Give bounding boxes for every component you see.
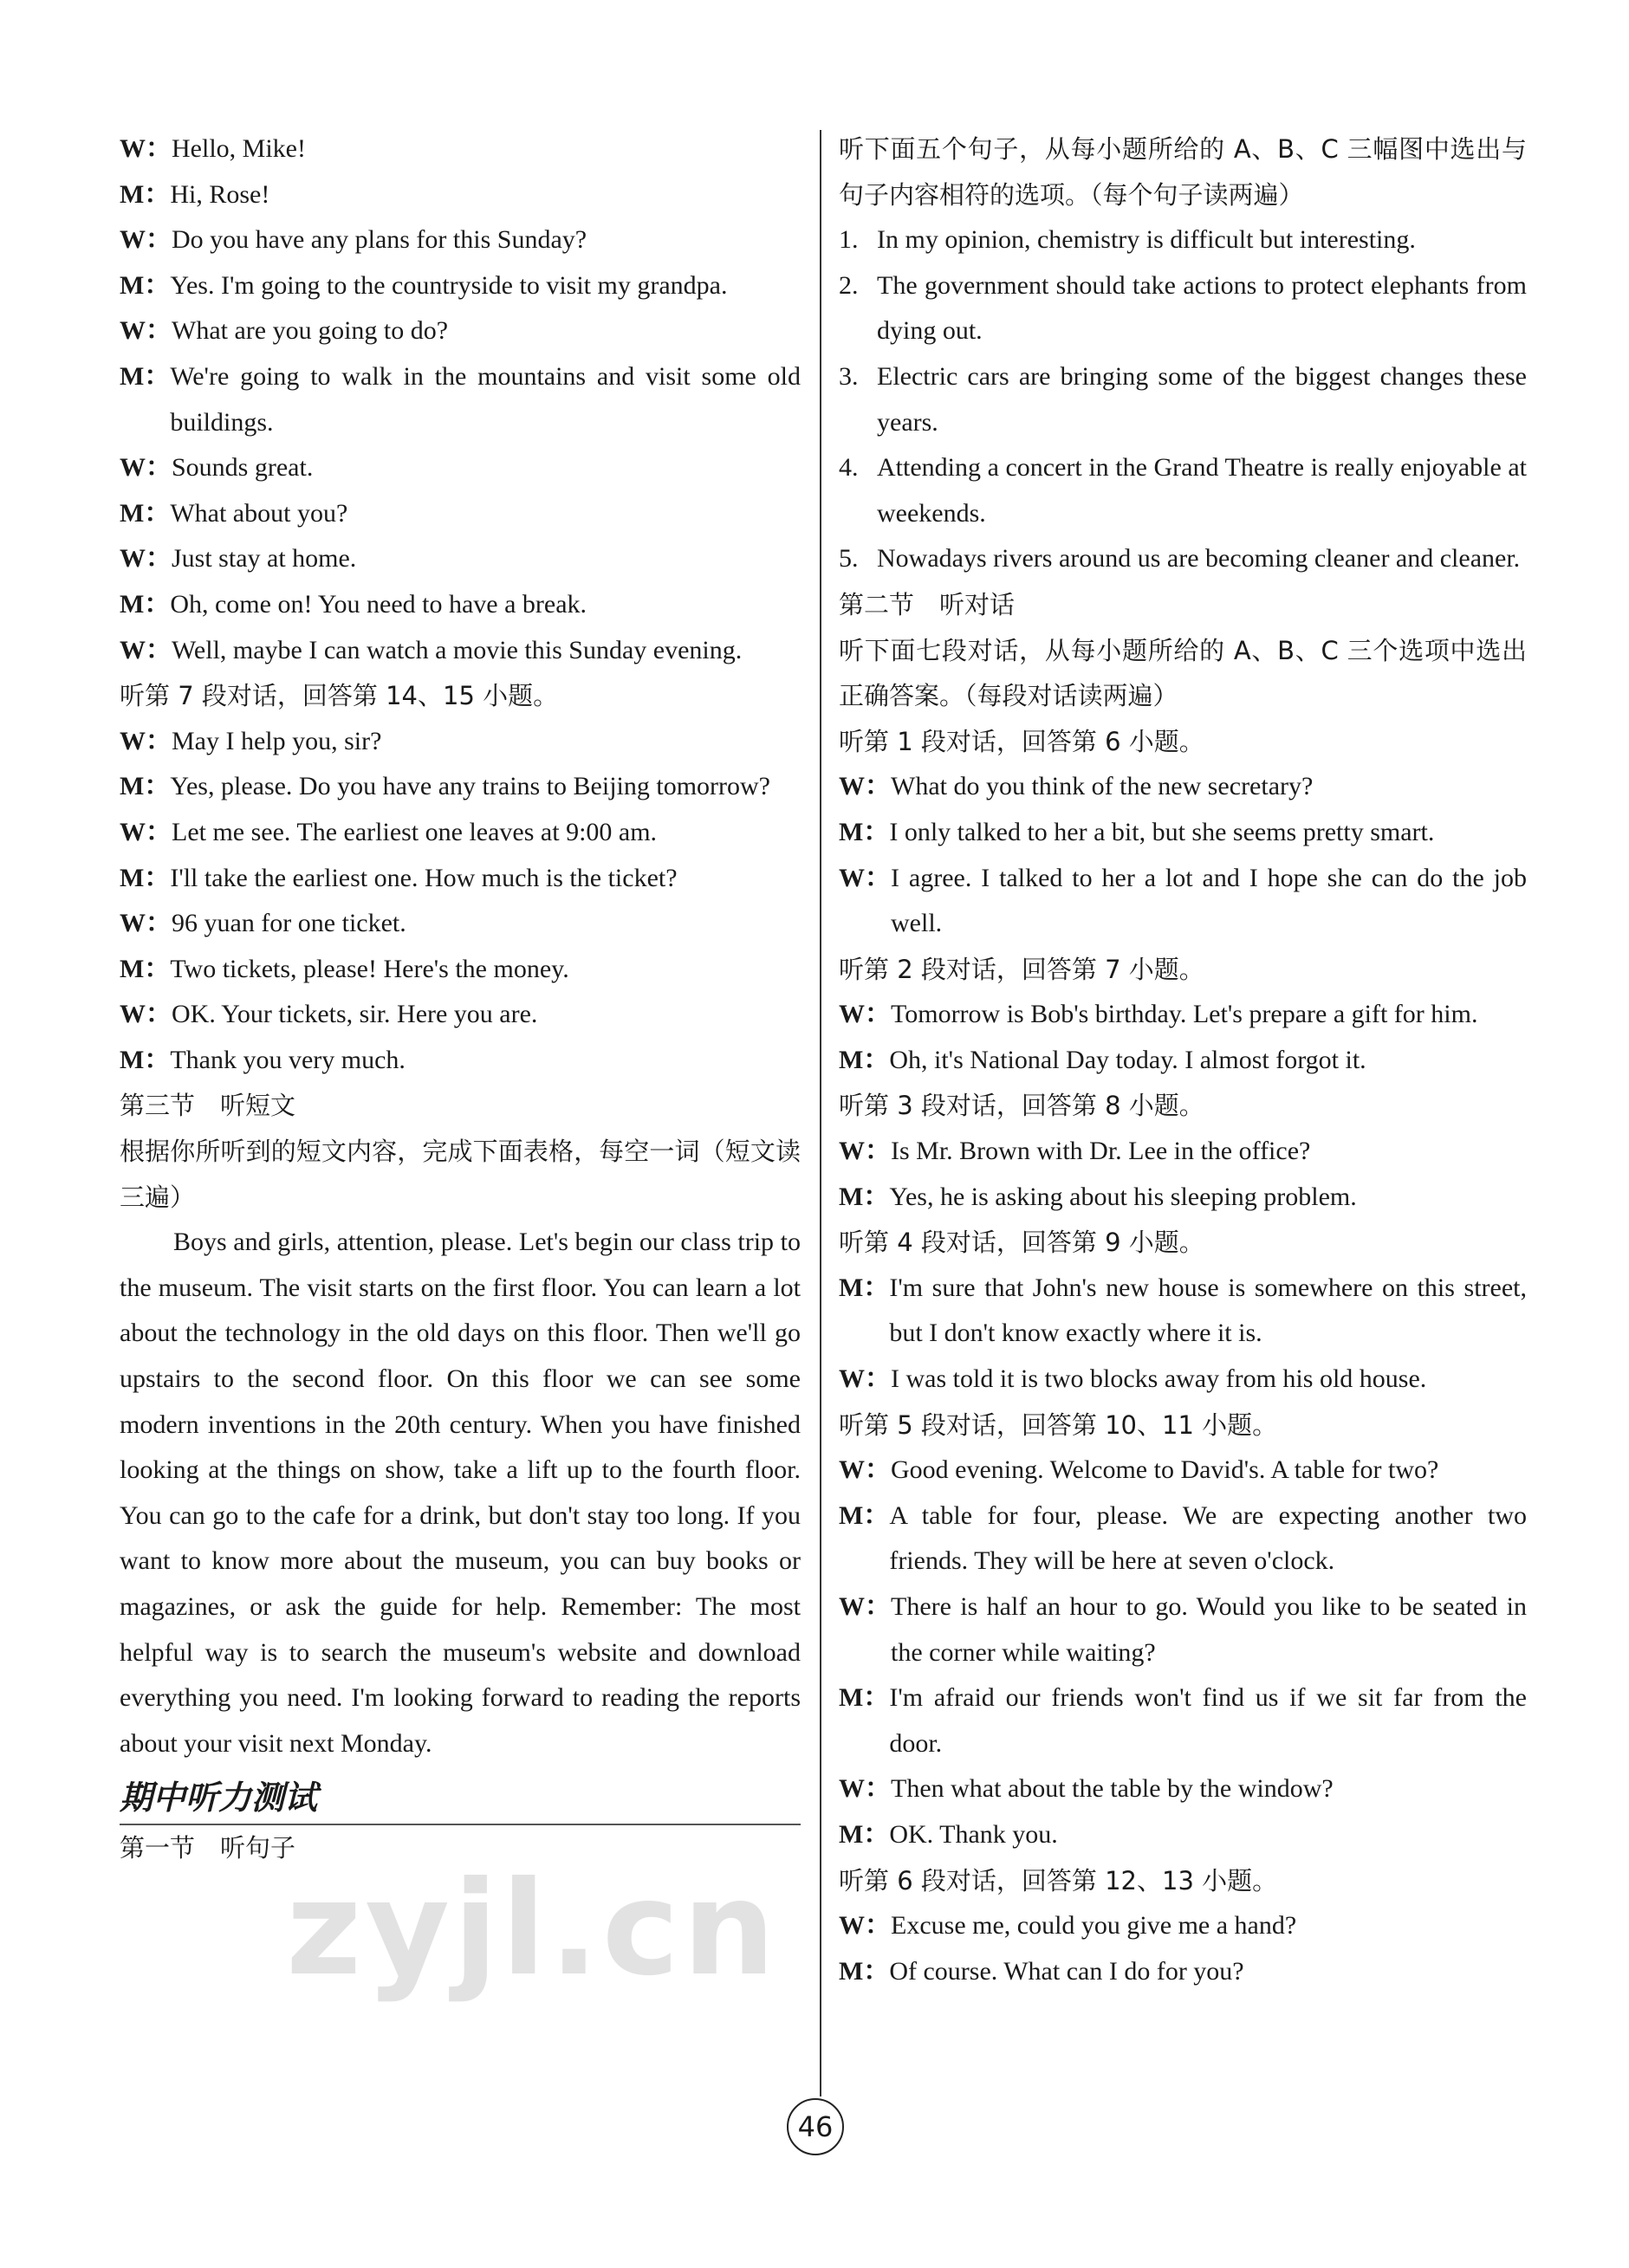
speaker-label: W： xyxy=(120,635,172,664)
dialogue-line xyxy=(120,445,801,491)
speaker-label: M： xyxy=(839,1045,890,1074)
dialogue-text: OK. Your tickets, sir. Here you are. xyxy=(172,1000,538,1029)
speaker-label: W： xyxy=(120,726,172,755)
dialogue-text: OK. Thank you. xyxy=(889,1819,1058,1849)
dialogue-line xyxy=(120,810,801,856)
sentence-number: 5. xyxy=(839,544,859,573)
dialogue-text: Yes, he is asking about his sleeping problem. xyxy=(889,1182,1357,1211)
sentence-text: Electric cars are bringing some of the biggest changes these years. xyxy=(877,361,1527,437)
sentence-item xyxy=(839,217,1527,263)
dialogue-line xyxy=(120,536,801,582)
speaker-label: M： xyxy=(120,498,171,528)
dialogue-4-heading: 听第 4 段对话，回答第 9 小题。 xyxy=(839,1228,1204,1258)
dialogue-line xyxy=(120,901,801,947)
dialogue-line xyxy=(839,1357,1527,1403)
dialogue-text: Thank you very much. xyxy=(170,1045,406,1074)
dialogue-text: Two tickets, please! Here's the money. xyxy=(170,954,569,983)
dialogue-text: 96 yuan for one ticket. xyxy=(172,909,406,938)
dialogue-line xyxy=(120,126,801,172)
dialogue-line xyxy=(120,628,801,674)
speaker-label: W： xyxy=(839,1364,891,1394)
speaker-label: W： xyxy=(839,1000,891,1029)
dialogue-text: Do you have any plans for this Sunday? xyxy=(172,225,587,255)
speaker-label: M： xyxy=(120,270,171,300)
sentence-number: 1. xyxy=(839,225,859,255)
speaker-label: M： xyxy=(839,1819,890,1849)
dialogue-line xyxy=(839,856,1527,947)
dialogue-text: There is half an hour to go. Would you like to be seated in the corner while waiting? xyxy=(891,1592,1527,1667)
dialogue-5-heading: 听第 5 段对话，回答第 10、11 小题。 xyxy=(839,1409,1278,1440)
dialogue-line xyxy=(120,172,801,218)
dialogue-line xyxy=(839,1448,1527,1494)
dialogue-text: May I help you, sir? xyxy=(172,726,382,755)
sentence-number: 4. xyxy=(839,453,859,483)
dialogue-line xyxy=(120,217,801,263)
dialogue-line xyxy=(120,582,801,628)
dialogue-block-r1 xyxy=(839,764,1527,946)
dialogue-text: Just stay at home. xyxy=(172,544,357,573)
dialogue-text: I was told it is two blocks away from his old house. xyxy=(891,1364,1427,1394)
left-column xyxy=(120,126,801,1871)
dialogue-text: A table for four, please. We are expecting another two friends. They will be here at seven o'clock. xyxy=(889,1500,1527,1576)
speaker-label: M： xyxy=(120,772,171,801)
speaker-label: M： xyxy=(120,589,171,619)
section-1-title: 第一节 听句子 xyxy=(120,1833,296,1863)
dialogue-line xyxy=(120,764,801,810)
dialogue-line xyxy=(839,1949,1527,1995)
speaker-label: W： xyxy=(120,453,172,483)
dialogue-block-1 xyxy=(120,126,801,673)
dialogue-line xyxy=(839,1266,1527,1357)
speaker-label: W： xyxy=(839,1137,891,1166)
sentence-instruction: 听下面五个句子，从每小题所给的 A、B、C 三幅图中选出与句子内容相符的选项。（每个句子读两遍） xyxy=(839,134,1527,210)
speaker-label: W： xyxy=(839,863,891,892)
midterm-test-title: 期中听力测试 xyxy=(120,1773,801,1825)
dialogue-text: Yes, please. Do you have any trains to Beijing tomorrow? xyxy=(170,772,770,801)
listening-passage: Boys and girls, attention, please. Let's begin our class trip to the museum. The visit starts on the first floor. You can learn a lot about the technology in the old days on this floor. Then we'll go upstairs to the second floor. On this floor we can see some modern inventions in the 20th century. When you have finished looking at the things on show, take a lift up to the fourth floor. You can go to the cafe for a drink, but don't stay too long. If you want to know more about the museum, you can buy books or magazines, or ask the guide for help. Remember: The most helpful way is to search the museum's website and download everything you need. I'm looking forward to reading the reports about your visit next Monday. xyxy=(120,1228,801,1758)
dialogue-text: Hi, Rose! xyxy=(170,179,270,209)
dialogue-text: I only talked to her a bit, but she seems pretty smart. xyxy=(889,817,1435,846)
dialogue-text: Oh, it's National Day today. I almost forgot it. xyxy=(889,1045,1366,1074)
sentence-number: 3. xyxy=(839,361,859,391)
dialogue-7-heading: 听第 7 段对话，回答第 14、15 小题。 xyxy=(120,681,559,711)
speaker-label: M： xyxy=(120,179,171,209)
page-number: 46 xyxy=(787,2098,844,2155)
dialogue-line xyxy=(839,1494,1527,1584)
dialogue-text: Let me see. The earliest one leaves at 9:00 am. xyxy=(172,817,658,846)
sentence-text: Attending a concert in the Grand Theatre is really enjoyable at weekends. xyxy=(877,453,1527,528)
dialogue-text: Good evening. Welcome to David's. A table for two? xyxy=(891,1455,1439,1485)
dialogue-text: Excuse me, could you give me a hand? xyxy=(891,1911,1297,1941)
sentence-item xyxy=(839,263,1527,354)
dialogue-line xyxy=(120,719,801,765)
speaker-label: M： xyxy=(839,1956,890,1986)
speaker-label: W： xyxy=(120,817,172,846)
dialogue-instruction: 听下面七段对话，从每小题所给的 A、B、C 三个选项中选出正确答案。（每段对话读两遍） xyxy=(839,635,1527,711)
dialogue-line xyxy=(839,992,1527,1038)
speaker-label: M： xyxy=(839,817,890,846)
speaker-label: M： xyxy=(839,1683,890,1713)
speaker-label: M： xyxy=(120,954,171,983)
speaker-label: M： xyxy=(120,361,171,391)
speaker-label: W： xyxy=(120,1000,172,1029)
dialogue-line xyxy=(120,992,801,1038)
right-column xyxy=(839,126,1527,1994)
dialogue-line xyxy=(120,947,801,993)
speaker-label: M： xyxy=(839,1500,890,1530)
dialogue-line xyxy=(120,491,801,537)
dialogue-text: Tomorrow is Bob's birthday. Let's prepare a gift for him. xyxy=(891,1000,1478,1029)
speaker-label: W： xyxy=(120,909,172,938)
sentence-number: 2. xyxy=(839,270,859,300)
dialogue-text: What do you think of the new secretary? xyxy=(891,772,1314,801)
speaker-label: W： xyxy=(120,134,172,163)
column-divider xyxy=(820,130,821,2096)
dialogue-line xyxy=(839,1903,1527,1949)
speaker-label: M： xyxy=(120,1045,171,1074)
sentence-item xyxy=(839,536,1527,582)
dialogue-2-heading: 听第 2 段对话，回答第 7 小题。 xyxy=(839,954,1204,984)
dialogue-line xyxy=(839,764,1527,810)
dialogue-text: Is Mr. Brown with Dr. Lee in the office? xyxy=(891,1137,1311,1166)
dialogue-block-r3 xyxy=(839,1129,1527,1220)
dialogue-text: Of course. What can I do for you? xyxy=(889,1956,1244,1986)
dialogue-block-7 xyxy=(120,719,801,1084)
speaker-label: W： xyxy=(839,1592,891,1621)
sentence-text: The government should take actions to protect elephants from dying out. xyxy=(877,270,1527,346)
dialogue-text: Then what about the table by the window? xyxy=(891,1774,1334,1804)
dialogue-text: What are you going to do? xyxy=(172,316,449,346)
dialogue-text: What about you? xyxy=(170,498,348,528)
dialogue-line xyxy=(839,1584,1527,1675)
dialogue-text: Oh, come on! You need to have a break. xyxy=(170,589,587,619)
dialogue-text: Yes. I'm going to the countryside to visit my grandpa. xyxy=(170,270,728,300)
dialogue-text: I agree. I talked to her a lot and I hope she can do the job well. xyxy=(891,863,1527,938)
dialogue-block-r5 xyxy=(839,1448,1527,1857)
speaker-label: W： xyxy=(839,772,891,801)
watermark: zyjl.cn xyxy=(286,1854,779,2005)
dialogue-line xyxy=(120,308,801,354)
dialogue-line xyxy=(839,1129,1527,1175)
dialogue-text: Sounds great. xyxy=(172,453,314,483)
dialogue-text: Hello, Mike! xyxy=(172,134,306,163)
dialogue-6-heading: 听第 6 段对话，回答第 12、13 小题。 xyxy=(839,1865,1278,1895)
dialogue-line xyxy=(120,354,801,445)
dialogue-3-heading: 听第 3 段对话，回答第 8 小题。 xyxy=(839,1091,1204,1121)
section-3-title: 第三节 听短文 xyxy=(120,1091,296,1121)
speaker-label: M： xyxy=(839,1182,890,1211)
dialogue-block-r2 xyxy=(839,992,1527,1083)
dialogue-line xyxy=(839,810,1527,856)
dialogue-line xyxy=(120,1038,801,1084)
dialogue-block-r6 xyxy=(839,1903,1527,1994)
speaker-label: M： xyxy=(120,863,171,892)
speaker-label: M： xyxy=(839,1273,890,1302)
section-3-instruction: 根据你所听到的短文内容，完成下面表格，每空一词（短文读三遍） xyxy=(120,1137,801,1212)
sentence-list xyxy=(839,217,1527,582)
dialogue-text: Well, maybe I can watch a movie this Sunday evening. xyxy=(172,635,743,664)
speaker-label: W： xyxy=(120,225,172,255)
speaker-label: W： xyxy=(120,316,172,346)
speaker-label: W： xyxy=(839,1774,891,1804)
dialogue-text: I'm sure that John's new house is somewhere on this street, but I don't know exactly where it is. xyxy=(889,1273,1527,1348)
dialogue-line xyxy=(839,1766,1527,1812)
dialogue-line xyxy=(839,1675,1527,1766)
speaker-label: W： xyxy=(839,1911,891,1941)
sentence-item xyxy=(839,445,1527,536)
dialogue-block-r4 xyxy=(839,1266,1527,1403)
speaker-label: W： xyxy=(120,544,172,573)
dialogue-line xyxy=(839,1812,1527,1858)
sentence-text: In my opinion, chemistry is difficult but interesting. xyxy=(877,225,1416,255)
speaker-label: W： xyxy=(839,1455,891,1485)
dialogue-line xyxy=(839,1175,1527,1221)
sentence-text: Nowadays rivers around us are becoming cleaner and cleaner. xyxy=(877,544,1521,573)
sentence-item xyxy=(839,354,1527,445)
dialogue-line xyxy=(120,856,801,902)
dialogue-text: I'm afraid our friends won't find us if we sit far from the door. xyxy=(889,1683,1527,1758)
section-2-title: 第二节 听对话 xyxy=(839,589,1016,619)
dialogue-1-heading: 听第 1 段对话，回答第 6 小题。 xyxy=(839,726,1204,756)
dialogue-line xyxy=(120,263,801,309)
dialogue-text: We're going to walk in the mountains and visit some old buildings. xyxy=(170,361,801,437)
dialogue-line xyxy=(839,1038,1527,1084)
dialogue-text: I'll take the earliest one. How much is the ticket? xyxy=(170,863,678,892)
